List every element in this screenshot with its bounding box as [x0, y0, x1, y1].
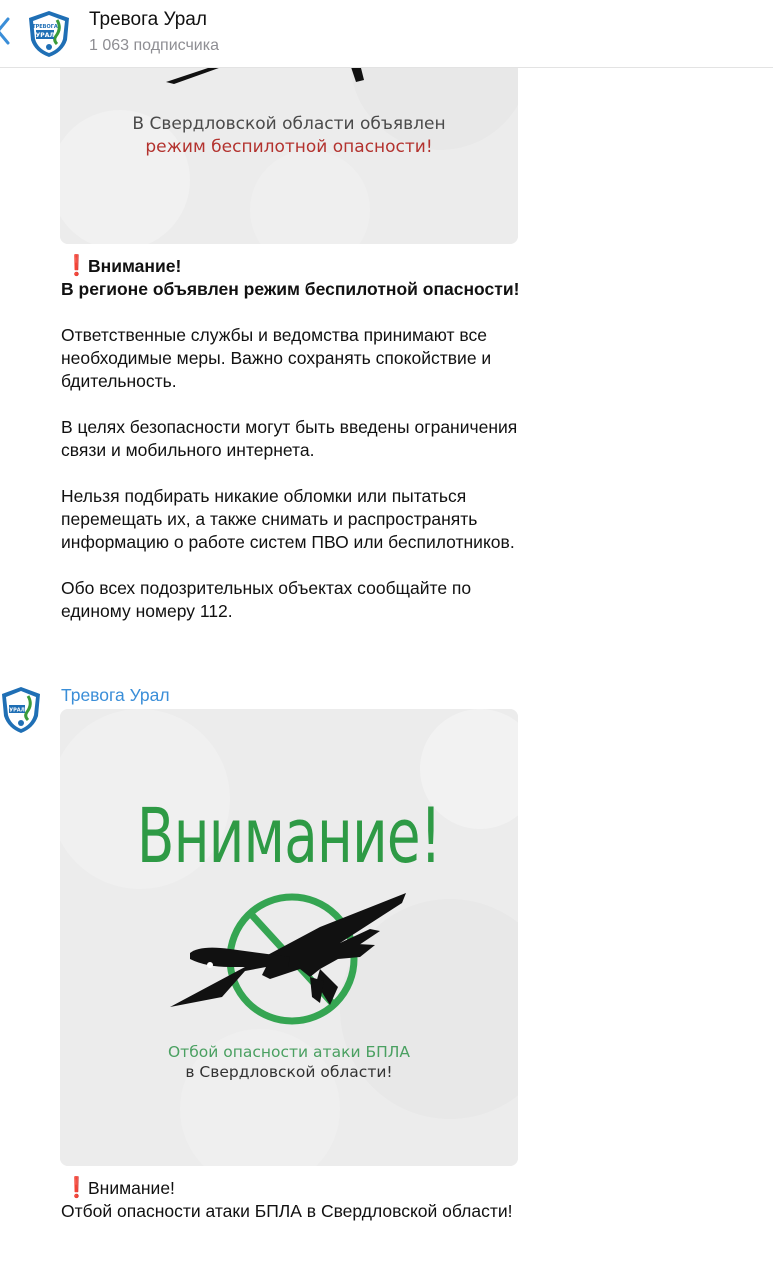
svg-text:УРАЛ: УРАЛ [35, 32, 55, 39]
message-paragraph: Ответственные службы и ведомства принимают все необходимые меры. Важно сохранять спокойствие и бдительность. [61, 325, 492, 391]
chat-header [0, 0, 773, 68]
message-heading [61, 1177, 521, 1200]
message-paragraph: В целях безопасности могут быть введены ограничения связи и мобильного интернета. [61, 417, 518, 460]
photo-caption-line1: В Свердловской области объявлен [132, 114, 446, 134]
back-button[interactable] [0, 16, 10, 46]
photo-headline: Внимание! [136, 791, 442, 880]
message-heading [61, 255, 521, 278]
chevron-left-icon [0, 16, 10, 46]
message-paragraph: Отбой опасности атаки БПЛА в Свердловской области! [61, 1201, 513, 1221]
message-photo[interactable] [60, 709, 518, 1166]
sender-name[interactable]: Тревога Урал [61, 685, 170, 705]
svg-text:ТРЕВОГА: ТРЕВОГА [32, 24, 58, 30]
svg-text:УРАЛ: УРАЛ [9, 707, 25, 714]
no-drone-icon [170, 887, 410, 1037]
sender-avatar[interactable] [0, 686, 42, 734]
subscriber-count: 1 063 подписчика [89, 37, 219, 54]
message-bold-line: В регионе объявлен режим беспилотной опасности! [61, 279, 520, 299]
channel-avatar[interactable] [27, 10, 71, 58]
heading-text: Внимание! [88, 256, 182, 276]
exclamation-icon: ❗ [64, 255, 89, 277]
photo-caption-line2: в Свердловской области! [185, 1063, 393, 1081]
photo-caption-line2: режим беспилотной опасности! [145, 137, 433, 157]
message-paragraph: Обо всех подозрительных объектах сообщайте по единому номеру 112. [61, 578, 472, 621]
message-text [61, 255, 521, 623]
exclamation-icon: ❗ [64, 1177, 89, 1199]
message-paragraph: Нельзя подбирать никакие обломки или пытаться перемещать их, а также снимать и распространять информацию о работе систем ПВО или беспилотников. [61, 486, 515, 552]
photo-caption-line1: Отбой опасности атаки БПЛА [167, 1043, 410, 1061]
message-text [61, 1177, 521, 1223]
channel-title[interactable]: Тревога Урал [89, 9, 207, 30]
heading-text: Внимание! [88, 1178, 175, 1198]
